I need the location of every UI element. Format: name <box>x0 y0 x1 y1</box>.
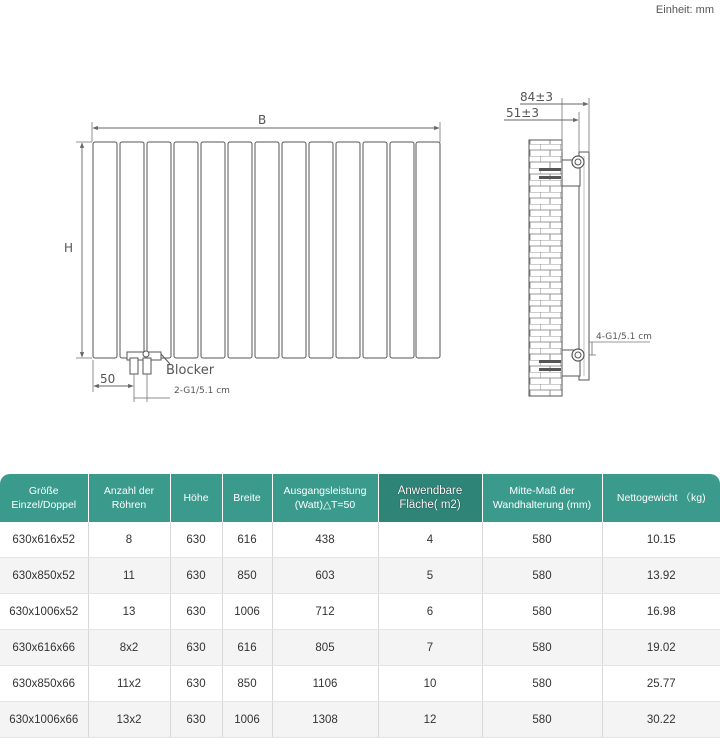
table-cell: 6 <box>378 594 482 630</box>
table-cell: 630 <box>170 702 222 738</box>
table-cell: 10 <box>378 666 482 702</box>
radiator-tube <box>336 142 360 358</box>
table-cell: 8 <box>88 522 170 558</box>
radiator-tube <box>363 142 387 358</box>
header-height: Höhe <box>170 474 222 522</box>
table-cell: 5 <box>378 558 482 594</box>
table-cell: 616 <box>222 522 272 558</box>
table-cell: 1106 <box>272 666 378 702</box>
bottom-connection-label: 2-G1/5.1 cm <box>174 386 230 396</box>
side-connection-label: 4-G1/5.1 cm <box>596 332 652 342</box>
offset-label: 50 <box>100 372 116 386</box>
table-cell: 580 <box>482 702 602 738</box>
table-cell: 30.22 <box>602 702 720 738</box>
table-row <box>0 594 720 630</box>
depth-outer-label: 84±3 <box>520 90 553 104</box>
table-cell: 10.15 <box>602 522 720 558</box>
table-cell: 712 <box>272 594 378 630</box>
radiator-tube <box>201 142 225 358</box>
width-label: B <box>258 113 267 127</box>
table-cell: 630x616x66 <box>0 630 88 666</box>
radiator-tube <box>174 142 198 358</box>
table-cell: 1006 <box>222 702 272 738</box>
table-cell: 630 <box>170 558 222 594</box>
unit-label: Einheit: mm <box>655 4 714 16</box>
radiator-front-view <box>93 142 440 358</box>
table-cell: 630x850x66 <box>0 666 88 702</box>
table-cell: 19.02 <box>602 630 720 666</box>
header-output: Ausgangsleistung (Watt)△T=50 <box>272 474 378 522</box>
radiator-tube <box>416 142 440 358</box>
table-row <box>0 522 720 558</box>
table-cell: 580 <box>482 594 602 630</box>
width-dimension <box>92 113 440 142</box>
table-cell: 630 <box>170 630 222 666</box>
header-weight: Nettogewicht （kg) <box>602 474 720 522</box>
table-cell: 805 <box>272 630 378 666</box>
table-cell: 616 <box>222 630 272 666</box>
radiator-tube <box>309 142 333 358</box>
table-cell: 11x2 <box>88 666 170 702</box>
radiator-tube <box>93 142 117 358</box>
table-cell: 1308 <box>272 702 378 738</box>
table-cell: 7 <box>378 630 482 666</box>
side-connection-dimension <box>589 332 652 355</box>
table-cell: 16.98 <box>602 594 720 630</box>
table-cell: 580 <box>482 558 602 594</box>
table-cell: 630x616x52 <box>0 522 88 558</box>
height-dimension <box>64 142 92 358</box>
table-cell: 1006 <box>222 594 272 630</box>
table-cell: 850 <box>222 558 272 594</box>
depth-inner-label: 51±3 <box>506 106 539 120</box>
blocker-label: Blocker <box>166 363 215 378</box>
bottom-connection-dimension <box>134 374 230 402</box>
table-cell: 11 <box>88 558 170 594</box>
table-cell: 630x850x52 <box>0 558 88 594</box>
table-cell: 850 <box>222 666 272 702</box>
table-row <box>0 558 720 594</box>
spec-table <box>0 474 720 738</box>
table-cell: 630x1006x66 <box>0 702 88 738</box>
header-tube-count: Anzahl der Röhren <box>88 474 170 522</box>
table-cell: 438 <box>272 522 378 558</box>
table-cell: 630 <box>170 594 222 630</box>
header-bracket-distance: Mitte-Maß der Wandhalterung (mm) <box>482 474 602 522</box>
radiator-tube <box>282 142 306 358</box>
table-cell: 12 <box>378 702 482 738</box>
radiator-tube <box>120 142 144 358</box>
table-cell: 580 <box>482 666 602 702</box>
radiator-tube <box>228 142 252 358</box>
header-area: Anwendbare Fläche( m2) <box>378 474 482 522</box>
header-width: Breite <box>222 474 272 522</box>
table-row <box>0 702 720 738</box>
table-cell: 630 <box>170 666 222 702</box>
table-row <box>0 630 720 666</box>
offset-dimension <box>93 360 134 392</box>
table-row <box>0 666 720 702</box>
radiator-tube <box>390 142 414 358</box>
radiator-tube <box>255 142 279 358</box>
table-cell: 580 <box>482 522 602 558</box>
table-cell: 603 <box>272 558 378 594</box>
table-cell: 4 <box>378 522 482 558</box>
table-cell: 25.77 <box>602 666 720 702</box>
table-cell: 580 <box>482 630 602 666</box>
table-cell: 13x2 <box>88 702 170 738</box>
table-cell: 13 <box>88 594 170 630</box>
table-cell: 13.92 <box>602 558 720 594</box>
table-cell: 630x1006x52 <box>0 594 88 630</box>
header-size: Größe Einzel/Doppel <box>0 474 88 522</box>
table-cell: 8x2 <box>88 630 170 666</box>
radiator-tube <box>147 142 171 358</box>
height-label: H <box>64 241 74 255</box>
table-cell: 630 <box>170 522 222 558</box>
